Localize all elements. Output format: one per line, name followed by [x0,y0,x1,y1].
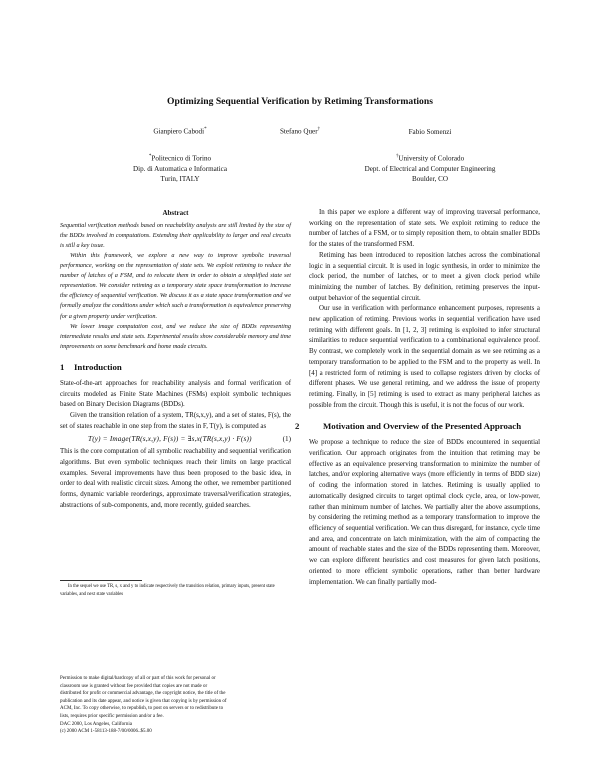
body-paragraph: Given the transition relation of a system, TR(s,x,y), and a set of states, F(s), the set of states reachable in one step from the states in F, T(y), is computed as [60,412,291,430]
author-mark: † [317,127,321,132]
permission-line: distributed for profit or commercial advantage, the copyright notice, the title of the [60,691,226,697]
body-paragraph: In this paper we explore a different way of improving traversal performance, working on the representation of state sets. We exploit retiming to reduce the number of latches of a FSM, or to simply reposition them, to obtain smaller BDDs for the states of the transformed FSM. [309,209,540,249]
author-somenzi [370,128,490,136]
section-title: Motivation and Overview of the Presented Approach [323,421,522,432]
section-heading-motivation [295,421,540,432]
footnote-rule [60,580,142,581]
author-name: Fabio Somenzi [408,128,452,136]
affiliation-colorado [335,152,525,185]
section-heading-introduction [60,362,291,373]
affiliation-torino [110,152,250,185]
body-paragraph: Our use in verification with performance enhancement purposes, represents a new application of retiming. Previous works in sequential verification have used retiming with different goals. In [1, 2, 3] retiming is exploited to infer structural similarities to reduce sequential verification to a combinational equivalence proof. By contrast, we completely work in the sequential domain as we see retiming as a temporary transformation to be applied to the FSM and to the property as well. In [4] a restricted form of retiming is used to collapse registers driven by clocks of different phases. We use general retiming, and we address the issue of property retiming. Finally, in [5] retiming is used to extract as many peripheral latches as possible from the circuit. Though this is useful, it is not the focus of our work. [309,305,540,409]
permission-line: Permission to make digital/hardcopy of all or part of this work for personal or [60,676,216,681]
abstract-heading: Abstract [162,209,189,217]
right-column [295,208,540,588]
permission-notice [60,675,296,736]
equation-expression: T(y) = Image(TR(s,x,y), F(s)) = ∃s,x(TR(s,x,y) · F(s)) [88,435,252,444]
paper-title: Optimizing Sequential Verification by Retiming Transformations [167,96,433,107]
permission-line: lists, requires prior specific permission and/or a fee. [60,713,164,719]
author-quer [240,127,360,135]
body-paragraph: State-of-the-art approaches for reachability analysis and formal verification of circuits modeled as Finite State Machines (FSMs) exploit symbolic techniques based on Binary Decision Diagrams (BDDs). [60,379,291,409]
affiliation-line: University of Colorado [398,154,465,163]
abstract-paragraph: Sequential verification methods based on reachability analysis are still limited by the size of the BDDs involved in computations. Extending their applicability to larger and real circuits is still a key issue. [60,221,291,249]
body-paragraph: This is the core computation of all symbolic reachability and sequential verification algorithms. But even symbolic techniques reach their limits on large practical examples. Several improvements have thus been proposed to the basic idea, in order to deal with realistic circuit sizes. Among the other, we remember partitioned forms, dynamic variable reorderings, approximate traversal/verification strategies, abstractions of sub-components, and, more recently, guided searches. [60,448,291,509]
affiliation-mark: * [148,154,152,159]
affiliation-line: Dept. of Electrical and Computer Engineering [364,164,496,173]
permission-line: classroom use is granted without fee provided that copies are not made or [60,683,208,689]
permission-line: ACM, Inc. To copy otherwise, to republish, to post on servers or to redistribute to [60,706,224,712]
section-number: 1 [60,361,65,372]
body-paragraph: We propose a technique to reduce the size of BDDs encountered in sequential verification. Our approach originates from the intuition that retiming may be effective as an equivalence preserving transformation to minimize the number of latches, and/or exploring alternative ways (more efficiently in terms of BDD size) of coding the information stored in latches. Retiming is usually applied to automatically designed circuits to target optimal clock cycle, area, or low-power, rather than minimum number of latches. We partially alter the above assumptions, by considering the retiming method as a temporary transformation to improve the efficiency of sequential verification. We can thus disregard, for instance, cycle time and area, and concentrate on latch minimization, with the aim of compacting the amount of reachable states and the size of the BDDs representing them. Moreover, we can explore different heuristics and cost measures for given latch positions, oriented to more efficient symbolic operations, rather than better hardware implementation. We can finally partially mod- [309,439,540,586]
permission-line: publication and its date appear, and notice is given that copying is by permission of [60,698,227,704]
author-mark: * [204,127,207,132]
affiliation-line: Dip. di Automatica e Informatica [133,164,227,173]
affiliation-mark: † [395,154,399,159]
abstract-paragraph: Within this framework, we explore a new way to improve symbolic traversal performance, working on the representation of state sets. We exploit retiming to reduce the number of latches of a FSM, and to relocate them in order to obtain a simplified state set representation. We consider retiming as a temporary state space transformation to increase the efficiency of sequential verification. We discuss it as a state space transformation and we formally analyze the conditions under which such a transformation is equivalence preserving for a given property under verification. [60,251,291,320]
affiliation-line: Politecnico di Torino [151,154,212,163]
footnote: In the sequel we use TR, s, x and y to indicate respectively the transition relation, primary inputs, present state variables, and next state variables [60,584,275,597]
equation [60,434,291,445]
author-cabodi [120,127,240,135]
affiliation-line: Turin, ITALY [160,175,200,184]
affiliation-line: Boulder, CO [412,175,448,184]
abstract-paragraph: We lower image computation cost, and we reduce the size of BDDs representing intermediate results and state sets. Experimental results show considerable memory and time improvements on some benchmark and home made circuits. [60,322,291,350]
section-title: Introduction [74,361,122,372]
body-paragraph: Retiming has been introduced to reposition latches across the combinational logic in a sequential circuit. It is used in logic synthesis, in order to minimize the clock period, the number of latches, or to meet a given clock period while minimizing the number of latches. By definition, retiming preserves the input-output behavior of the sequential circuit. [309,251,540,302]
permission-line: DAC 2000, Los Angeles, California [60,721,132,727]
author-name: Stefano Quer [279,127,318,136]
author-name: Gianpiero Cabodi [153,127,205,136]
section-number: 2 [295,421,300,432]
permission-line: (c) 2000 ACM 1-58113-188-7/00/0006..$5.00 [60,729,152,735]
equation-number: (1) [282,435,291,444]
left-column [60,208,291,511]
